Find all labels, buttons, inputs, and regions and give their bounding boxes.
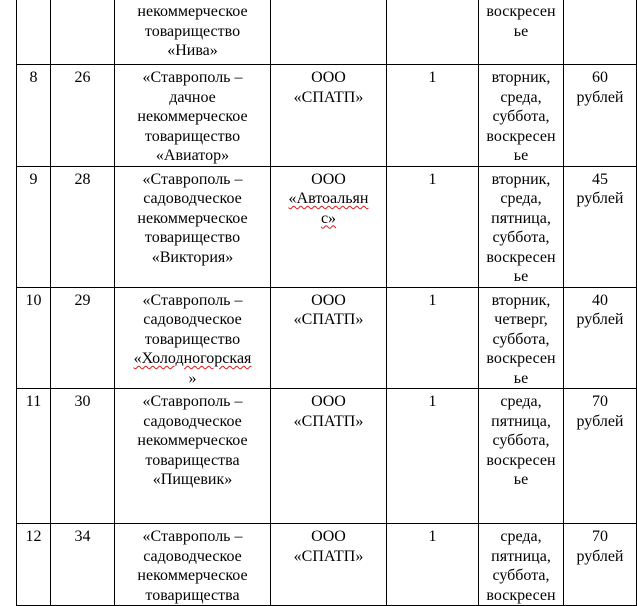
route-name-cell [115, 0, 271, 65]
schedule-days-cell [479, 524, 564, 606]
schedule-day-line: ье [513, 369, 529, 387]
route-name-line: «Холодногорская [133, 350, 252, 367]
table-row [17, 389, 637, 524]
vehicle-count-cell: 1 [387, 389, 479, 524]
route-name-line: товарищества [145, 586, 240, 604]
schedule-day-line: суббота, [492, 432, 550, 449]
route-name-line: садоводческое [143, 412, 242, 430]
vehicle-count-cell: 1 [387, 524, 479, 606]
fare-cell [564, 65, 637, 167]
carrier-line: ООО [311, 393, 346, 410]
schedule-day-line: воскресен [486, 350, 556, 367]
schedule-day-line: ье [513, 22, 529, 40]
route-name-line: садоводческое [143, 190, 242, 207]
table-row [17, 287, 637, 389]
route-name-line: некоммерческое [137, 432, 248, 449]
route-name-line: некоммерческое [137, 209, 248, 227]
fare-cell [564, 389, 637, 524]
route-name-line: «Ставрополь – [142, 528, 243, 545]
schedule-days-cell [479, 287, 564, 389]
vehicle-count-cell [387, 0, 479, 65]
route-name-line: некоммерческое [137, 567, 248, 584]
carrier-line: ООО [311, 291, 346, 309]
fare-line: 70 [592, 528, 608, 545]
fare-line: 60 [592, 69, 608, 86]
row-number-cell: 10 [17, 287, 51, 389]
route-name-line: «Ставрополь – [142, 393, 243, 410]
route-name-line: товарищество [144, 127, 241, 145]
schedule-day-line: среда, [500, 88, 542, 106]
schedule-day-line: вторник, [491, 291, 551, 309]
fare-cell [564, 524, 637, 606]
schedule-day-line: воскресен [486, 127, 556, 145]
carrier-line: «СПАТП» [293, 412, 364, 430]
route-name-line: «Ставрополь – [142, 291, 243, 309]
schedule-day-line: воскресен [486, 248, 556, 266]
route-name-cell [115, 524, 271, 606]
route-number-cell: 29 [51, 287, 115, 389]
route-name-line: садоводческое [143, 547, 242, 565]
row-number-cell: 9 [17, 166, 51, 287]
row-number-cell: 8 [17, 65, 51, 167]
route-number-cell: 28 [51, 166, 115, 287]
route-name-cell [115, 287, 271, 389]
schedule-day-line: ье [513, 268, 529, 285]
route-name-cell [115, 166, 271, 287]
carrier-line: «СПАТП» [293, 311, 364, 328]
schedule-day-line: суббота, [492, 330, 550, 348]
schedule-day-line: суббота, [492, 108, 550, 125]
carrier-cell [271, 0, 387, 65]
route-number-cell [51, 0, 115, 65]
route-number-cell: 34 [51, 524, 115, 606]
carrier-line: ООО [311, 528, 346, 545]
carrier-line: ООО [311, 69, 346, 86]
schedule-day-line: ье [513, 147, 529, 164]
route-name-line: «Ставрополь – [142, 69, 243, 86]
fare-line: рублей [576, 88, 624, 106]
row-number-cell: 12 [17, 524, 51, 606]
table-row [17, 65, 637, 167]
route-name-line: некоммерческое [137, 108, 248, 125]
route-name-line: некоммерческое [137, 3, 248, 20]
schedule-day-line: ье [513, 471, 529, 488]
fare-line: 45 [592, 170, 608, 188]
schedule-days-cell [479, 65, 564, 167]
carrier-line: «Автоальян [288, 190, 369, 207]
fare-line: 40 [592, 291, 608, 309]
schedule-days-cell [479, 166, 564, 287]
schedule-days-cell [479, 0, 564, 65]
row-number-cell: 11 [17, 389, 51, 524]
route-name-cell [115, 389, 271, 524]
schedule-day-line: пятница, [491, 412, 551, 430]
table-row [17, 524, 637, 606]
route-name-line: «Авиатор» [155, 147, 230, 164]
schedule-day-line: суббота, [492, 229, 550, 246]
table-row [17, 0, 637, 65]
carrier-line: «СПАТП» [293, 88, 364, 106]
vehicle-count-cell: 1 [387, 65, 479, 167]
schedule-day-line: воскресен [486, 3, 556, 20]
route-name-cell [115, 65, 271, 167]
carrier-cell [271, 65, 387, 167]
table-row [17, 166, 637, 287]
carrier-line-squiggle: с» [320, 209, 337, 227]
carrier-line: «СПАТП» [293, 547, 364, 565]
fare-cell [564, 166, 637, 287]
vehicle-count-cell: 1 [387, 166, 479, 287]
route-number-cell: 30 [51, 389, 115, 524]
fare-cell [564, 0, 637, 65]
route-name-line: товарищества [145, 451, 240, 469]
vehicle-count-cell: 1 [387, 287, 479, 389]
carrier-cell [271, 524, 387, 606]
carrier-cell [271, 389, 387, 524]
fare-line: рублей [576, 311, 624, 328]
schedule-day-line: пятница, [491, 209, 551, 227]
schedule-day-line: среда, [500, 393, 542, 410]
carrier-line [271, 209, 386, 229]
fare-cell [564, 287, 637, 389]
carrier-line: ООО [311, 170, 346, 188]
fare-line: рублей [576, 190, 624, 207]
schedule-day-line: среда, [500, 528, 542, 545]
route-name-line: » [188, 369, 197, 387]
route-name-line: товарищество [144, 22, 241, 40]
route-name-line: дачное [169, 88, 216, 106]
route-name-line: «Пищевик» [152, 471, 233, 488]
route-name-line: «Нива» [167, 42, 218, 59]
carrier-cell [271, 166, 387, 287]
schedule-day-line: пятница, [491, 547, 551, 565]
schedule-day-line: среда, [500, 190, 542, 207]
fare-line: рублей [576, 547, 624, 565]
routes-table [16, 0, 637, 606]
route-name-line: «Виктория» [151, 248, 234, 266]
fare-line: рублей [576, 412, 624, 430]
row-number-cell [17, 0, 51, 65]
schedule-day-line: вторник, [491, 69, 551, 86]
schedule-day-line: вторник, [491, 170, 551, 188]
schedule-day-line: суббота, [492, 567, 550, 584]
schedule-day-line: воскресен [486, 451, 556, 469]
schedule-days-cell [479, 389, 564, 524]
schedule-day-line: воскресен [486, 586, 556, 604]
route-name-line: «Ставрополь – [142, 170, 243, 188]
route-number-cell: 26 [51, 65, 115, 167]
fare-line: 70 [592, 393, 608, 410]
route-name-line: садоводческое [143, 311, 242, 328]
schedule-day-line: четверг, [494, 311, 548, 328]
carrier-cell [271, 287, 387, 389]
route-name-line: товарищество [144, 330, 241, 348]
route-name-line: товарищество [144, 229, 241, 246]
